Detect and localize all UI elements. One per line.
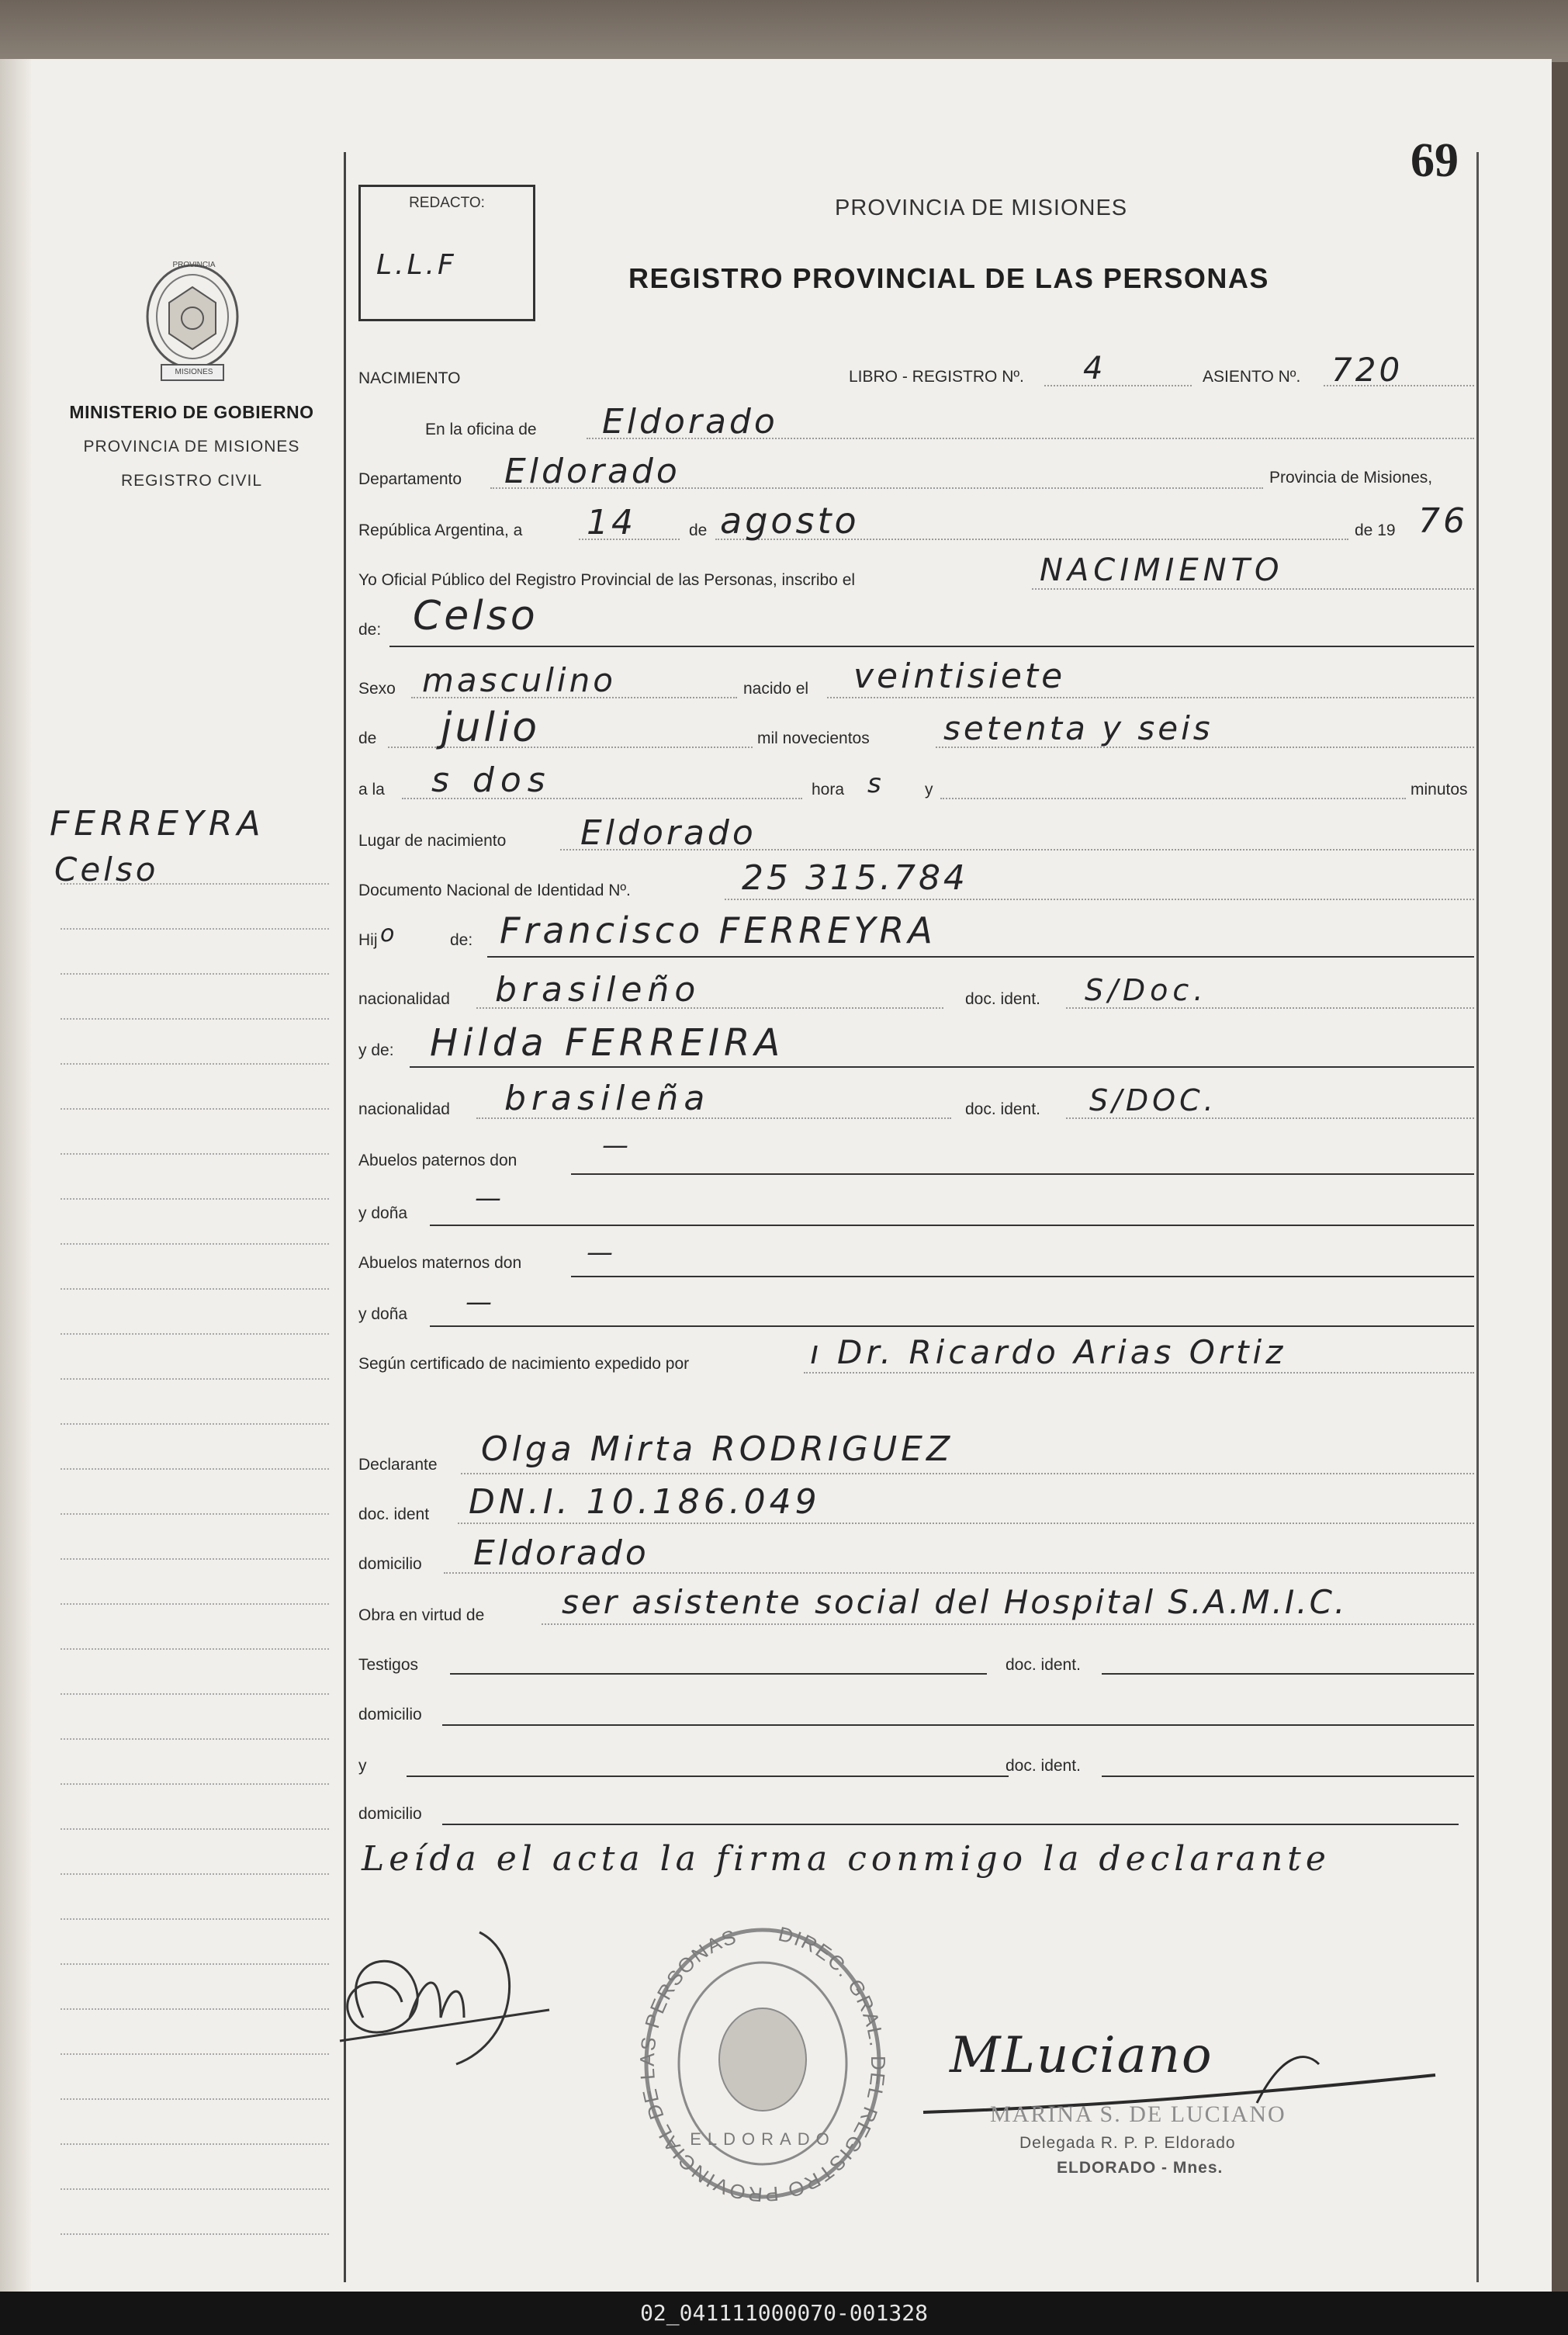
hora-label: hora <box>812 781 845 799</box>
officer-name: MARINA S. DE LUCIANO <box>990 2101 1286 2127</box>
departamento-value: Eldorado <box>504 452 680 491</box>
dni-value: 25 315.784 <box>742 858 968 898</box>
header-title: REGISTRO PROVINCIAL DE LAS PERSONAS <box>628 262 1269 294</box>
segun-label: Según certificado de nacimiento expedido por <box>358 1355 690 1373</box>
testigo2-domicilio-line <box>442 1824 1459 1825</box>
testigo2-doc-label: doc. ident. <box>1006 1757 1081 1775</box>
declarante-label: Declarante <box>358 1456 438 1474</box>
madre-line <box>410 1066 1474 1068</box>
y-de-label: y de: <box>358 1041 394 1059</box>
margin-rule <box>61 1468 329 1470</box>
oficina-label: En la oficina de <box>425 421 537 438</box>
de-persona-line <box>389 646 1474 647</box>
de2-label: de <box>358 729 377 747</box>
de-persona-value: Celso <box>413 593 538 639</box>
declarante-value: Olga Mirta RODRIGUEZ <box>481 1429 954 1469</box>
asiento-value: 720 <box>1331 351 1404 389</box>
padre-doc-line <box>1066 1007 1474 1009</box>
de-label: de <box>689 521 708 539</box>
libro-value: 4 <box>1083 351 1106 386</box>
oficina-value: Eldorado <box>602 402 778 442</box>
margin-rule <box>61 1108 329 1110</box>
abuelos-mat-line <box>571 1276 1474 1277</box>
stamp-ring-text: DIREC. GRAL. DEL REGISTRO PROVINCIAL DE LAS PERSONAS <box>635 1921 890 2207</box>
testigos-label: Testigos <box>358 1656 419 1674</box>
margin-rule <box>61 1153 329 1155</box>
abuelos-mat-value: — <box>587 1237 616 1268</box>
madre-doc-label: doc. ident. <box>965 1100 1040 1118</box>
anio-label: de 19 <box>1355 521 1396 539</box>
padre-doc-label: doc. ident. <box>965 990 1040 1008</box>
obra-value: ser asistente social del Hospital S.A.M.I.C. <box>562 1583 1348 1621</box>
y-label: y <box>925 781 933 799</box>
padre-doc-value: S/Doc. <box>1085 973 1208 1007</box>
minutos-label: minutos <box>1411 781 1468 799</box>
padre-nac-label: nacionalidad <box>358 990 450 1008</box>
margin-rule <box>61 1018 329 1020</box>
madre-nac-value: brasileña <box>504 1079 711 1118</box>
nacido-label: nacido el <box>743 680 809 698</box>
ministry-registry: REGISTRO CIVIL <box>120 472 263 490</box>
libro-label: LIBRO - REGISTRO Nº. <box>849 368 1024 386</box>
margin-rule <box>61 2143 329 2145</box>
libro-line <box>1044 385 1192 386</box>
anio-nac-value: setenta y seis <box>943 709 1213 747</box>
declarante-domicilio-value: Eldorado <box>473 1533 649 1573</box>
mes-value: agosto <box>720 500 860 542</box>
margin-rule <box>61 2098 329 2100</box>
padre-nac-value: brasileño <box>495 970 701 1010</box>
testigos-doc-line <box>1102 1673 1474 1675</box>
margin-rule <box>61 1063 329 1065</box>
alas-value: s dos <box>431 760 552 800</box>
leida-note: Leída el acta la firma conmigo la declarante <box>362 1839 1331 1879</box>
inscribo-label: Yo Oficial Público del Registro Provincial de las Personas, inscribo el <box>358 571 856 589</box>
abuelos-pat-value: — <box>602 1130 632 1161</box>
ministry-province: PROVINCIA DE MISIONES <box>83 438 300 456</box>
abuela-mat-value: — <box>466 1287 495 1318</box>
officer-role: Delegada R. P. P. Eldorado <box>1019 2134 1236 2152</box>
margin-rule <box>61 1783 329 1785</box>
testigo2-domicilio-label: domicilio <box>358 1805 422 1823</box>
abuelos-pat-label: Abuelos paternos don <box>358 1152 517 1169</box>
padre-line <box>487 956 1474 958</box>
seal-text-bottom: MISIONES <box>175 368 213 376</box>
republica-label: República Argentina, a <box>358 521 523 539</box>
redacto-box <box>358 185 535 321</box>
margin-rule <box>61 1558 329 1560</box>
margin-rule <box>61 1738 329 1740</box>
alas-label: a la <box>358 781 385 799</box>
vertical-rule-right <box>1476 152 1479 2282</box>
hijo-de-label: de: <box>450 931 473 949</box>
testigos-line <box>450 1673 987 1675</box>
abuela-pat-line <box>430 1225 1474 1226</box>
sexo-value: masculino <box>422 661 616 699</box>
hijo-label: Hij <box>358 931 378 949</box>
testigo2-doc-line <box>1102 1776 1474 1777</box>
margin-rule <box>61 1873 329 1875</box>
seal-text-top: PROVINCIA <box>172 261 216 269</box>
nacido-value: veintisiete <box>853 657 1066 696</box>
minutos-line <box>940 798 1406 799</box>
declarant-signature <box>324 1909 557 2080</box>
declarante-doc-line <box>458 1523 1474 1524</box>
asiento-label: ASIENTO Nº. <box>1203 368 1301 386</box>
stamp-bottom-text: ELDORADO <box>690 2129 836 2149</box>
margin-rule <box>61 928 329 930</box>
margin-rule <box>61 1198 329 1200</box>
margin-rule <box>61 1963 329 1965</box>
margin-rule <box>61 2233 329 2235</box>
abuelos-mat-label: Abuelos maternos don <box>358 1254 522 1272</box>
departamento-label: Departamento <box>358 470 462 488</box>
background-top <box>0 0 1568 62</box>
segun-value: ı Dr. Ricardo Arias Ortiz <box>810 1333 1287 1371</box>
lugar-value: Eldorado <box>580 813 756 853</box>
dni-line <box>725 899 1474 900</box>
dia-value: 14 <box>587 503 636 542</box>
testigos-domicilio-label: domicilio <box>358 1706 422 1724</box>
inscribo-line <box>1032 588 1474 590</box>
header-province: PROVINCIA DE MISIONES <box>835 196 1128 220</box>
margin-rule <box>61 1333 329 1335</box>
abuelos-pat-line <box>571 1173 1474 1175</box>
madre-nac-label: nacionalidad <box>358 1100 450 1118</box>
margin-rule <box>61 1648 329 1650</box>
margin-rule <box>61 2008 329 2010</box>
abuela-mat-label: y doña <box>358 1305 408 1323</box>
margin-rule <box>61 1423 329 1425</box>
margin-rule <box>61 1378 329 1380</box>
lugar-label: Lugar de nacimiento <box>358 832 507 850</box>
redacto-label: REDACTO: <box>409 195 485 211</box>
obra-label: Obra en virtud de <box>358 1606 485 1624</box>
ministry-title: MINISTERIO DE GOBIERNO <box>69 402 314 422</box>
abuela-mat-line <box>430 1325 1474 1327</box>
margin-rule <box>61 1918 329 1920</box>
act-label: NACIMIENTO <box>358 369 461 387</box>
nacido-line <box>827 697 1474 698</box>
testigo2-line <box>407 1776 1009 1777</box>
anio-value: 76 <box>1418 501 1468 541</box>
page-number: 69 <box>1411 134 1459 187</box>
abuela-pat-value: — <box>475 1183 504 1214</box>
margin-rule <box>61 973 329 975</box>
declarante-line <box>461 1473 1474 1474</box>
declarante-doc-value: DN.I. 10.186.049 <box>469 1482 821 1522</box>
page-edge <box>0 59 31 2292</box>
sexo-label: Sexo <box>358 680 396 698</box>
margin-rule <box>61 1243 329 1245</box>
margin-rule <box>61 1513 329 1515</box>
testigos-doc-label: doc. ident. <box>1006 1656 1081 1674</box>
image-id-caption: 02_041111000070-001328 <box>0 2292 1568 2335</box>
segun-line <box>804 1372 1474 1374</box>
doc-ident2-label: doc. ident <box>358 1505 430 1523</box>
de-persona-label: de: <box>358 621 382 639</box>
hora-value: s <box>867 768 884 799</box>
official-stamp <box>635 1920 891 2207</box>
margin-rule <box>61 1693 329 1695</box>
abuela-pat-label: y doña <box>358 1204 408 1222</box>
y2-label: y <box>358 1757 367 1775</box>
margin-rule <box>61 2053 329 2055</box>
provincia-label: Provincia de Misiones, <box>1269 469 1433 487</box>
margin-rule <box>61 1288 329 1290</box>
hijo-suffix: o <box>380 920 398 948</box>
margin-rule <box>61 1603 329 1605</box>
margin-surname: FERREYRA <box>50 804 265 844</box>
redacto-value: L.L.F <box>376 249 457 281</box>
dni-label: Documento Nacional de Identidad Nº. <box>358 882 631 899</box>
margin-rule <box>61 2188 329 2190</box>
margin-rule <box>61 1828 329 1830</box>
madre-value: Hilda FERREIRA <box>430 1021 785 1065</box>
madre-doc-value: S/DOC. <box>1089 1083 1217 1117</box>
inscribo-value: NACIMIENTO <box>1040 553 1284 588</box>
domicilio-label: domicilio <box>358 1555 422 1573</box>
officer-signature: MLuciano <box>950 2027 1213 2084</box>
obra-line <box>542 1623 1474 1625</box>
testigos-domicilio-line <box>442 1724 1474 1726</box>
mes-nac-value: julio <box>441 705 541 751</box>
margin-name: Celso <box>54 851 159 889</box>
madre-doc-line <box>1066 1117 1474 1119</box>
padre-value: Francisco FERREYRA <box>500 909 936 951</box>
officer-place: ELDORADO - Mnes. <box>1057 2159 1224 2177</box>
mil-label: mil novecientos <box>757 729 870 747</box>
